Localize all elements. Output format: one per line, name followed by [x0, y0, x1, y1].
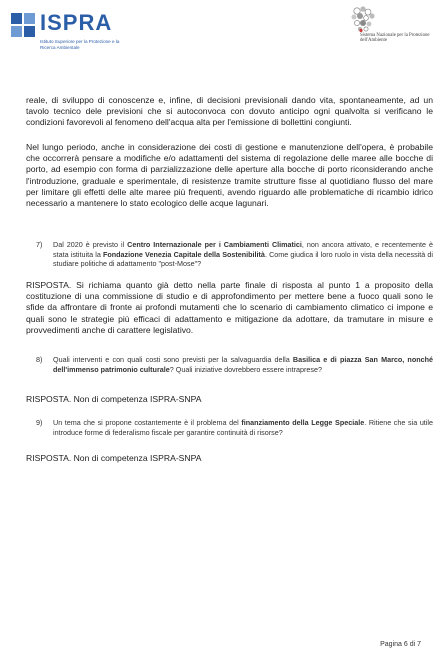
question-9 — [36, 418, 433, 437]
question-text-bold: finanziamento della Legge Speciale — [241, 418, 365, 427]
question-text — [53, 418, 433, 437]
question-number: 7) — [36, 240, 43, 249]
logo-word: ISPRA — [40, 10, 113, 35]
question-text-part: Quali interventi e con quali costi sono previsti per la salvaguardia della — [53, 355, 293, 364]
answer-9: RISPOSTA. Non di competenza ISPRA-SNPA — [26, 453, 202, 463]
question-text — [53, 355, 433, 374]
ispra-logo-mark-icon — [10, 12, 36, 38]
question-7 — [36, 240, 433, 269]
snpa-text: Sistema Nazionale per la Protezione dell'Ambiente — [360, 33, 430, 44]
question-text-part: Dal 2020 è previsto il — [53, 240, 128, 249]
question-number: 8) — [36, 355, 43, 364]
ispra-logo — [10, 8, 170, 60]
question-text — [53, 240, 433, 269]
answer-8: RISPOSTA. Non di competenza ISPRA-SNPA — [26, 394, 202, 404]
question-text-part: . Come giudica il loro ruolo in vista della necessità di studiare politiche di adattamento "post-Mose"? — [53, 249, 433, 269]
question-text-bold: , nonché dell'immenso patrimonio culturale — [53, 355, 433, 374]
page-number: Pagina 6 di 7 — [380, 641, 421, 648]
paragraph-1: reale, di sviluppo di conoscenze e, infine, di decisioni previsionali dando vita, spontaneamente, ad un tavolo tecnico dele previsioni che si autoconvoca con dovuto anticipo ogni qualvolta si verificano le condizioni favorevoli al fenomeno dell'acqua alta per l'emissione di bollettini congiunti. — [26, 95, 433, 128]
logo-subtitle: Istituto Superiore per la Protezione e la Ricerca Ambientale — [40, 39, 120, 50]
question-text-part: Un tema che si propone costantemente è il problema del — [53, 418, 242, 427]
snpa-cluster-icon — [348, 6, 380, 32]
question-text-part: ? Quali iniziative dovrebbero essere intraprese? — [169, 364, 322, 374]
question-text-part: . Ritiene che sia utile introduce forme di federalismo fiscale per garantire continuità di risorse? — [53, 418, 433, 437]
question-text-bold: Fondazione Venezia Capitale della Sostenibilità — [102, 249, 265, 259]
question-text-bold: Basilica e di piazza San Marco — [292, 355, 403, 364]
question-text-bold: Centro Internazionale per i Cambiamenti Climatici — [127, 240, 302, 249]
question-number: 9) — [36, 418, 43, 427]
question-text-part: , non ancora attivato, e recentemente è stata istituita la — [53, 240, 433, 259]
paragraph-2: Nel lungo periodo, anche in considerazione dei costi di gestione e manutenzione dell'opera, è probabile che occorrerà pensare a modifiche e/o adattamenti del sistema di regolazione delle maree alle bocche di porto, ad esempio con forma di parzializzazione delle aperture alla bocche di porto riconsiderando anche l'introduzione, graduale e sperimentale, di resistenze tramite strutture fisse al quotidiano flusso del mare per limitare gli effetti delle alte maree più frequenti, avendo riguardo alle problematiche di ricambio idrico necessario a mantenere lo stato ecologico delle acque lagunari. — [26, 142, 433, 209]
question-8 — [36, 355, 433, 374]
answer-7: RISPOSTA. Si richiama quanto già detto nella parte finale di risposta al punto 1 a proposito della costituzione di una commissione di studio e di approfondimento per mettere bene a fuoco quali sono le sfide da affrontare di fronte ai profondi mutamenti che lo scenario di cambiamento climatico ci impone e quali sono le strategie più efficaci di adattamento e mitigazione da adottare, da tramutare in misure e provvedimenti anche di carattere legislativo. — [26, 280, 433, 335]
snpa-logo — [338, 6, 430, 58]
